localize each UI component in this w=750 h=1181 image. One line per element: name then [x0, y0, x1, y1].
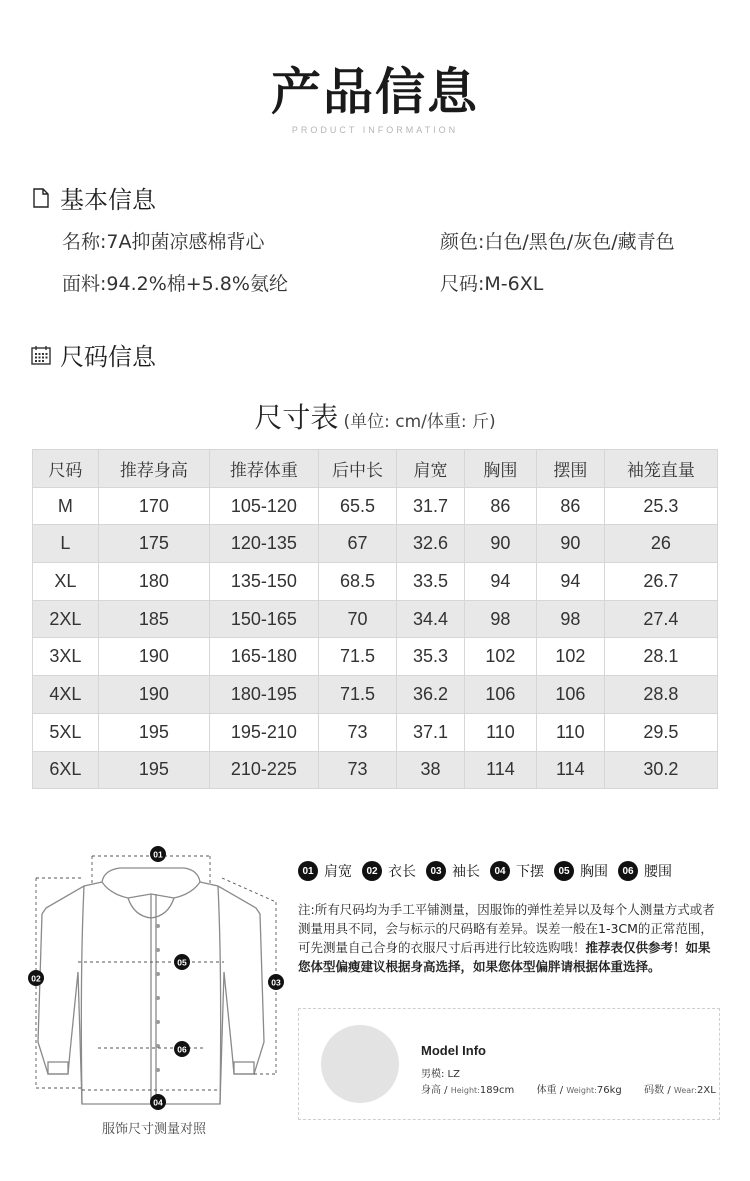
table-row	[33, 487, 718, 525]
table-cell: 71.5	[318, 676, 396, 714]
note-bold-text: 推荐表仅供参考！如果您体型偏瘦建议根据身高选择，如果您体型偏胖请根据体重选择。	[298, 940, 711, 974]
table-cell: 110	[536, 713, 604, 751]
table-row	[33, 563, 718, 601]
table-row	[33, 525, 718, 563]
legend-label: 衣长	[388, 864, 416, 880]
table-cell: 6XL	[33, 751, 99, 789]
table-cell: 102	[464, 638, 536, 676]
svg-text:04: 04	[153, 1097, 163, 1108]
size-table	[32, 449, 718, 789]
legend-number: 02	[362, 861, 382, 881]
table-row	[33, 713, 718, 751]
table-header-cell: 胸围	[464, 450, 536, 488]
product-sizes: 尺码:M-6XL	[440, 273, 544, 295]
table-cell: 135-150	[209, 563, 318, 601]
table-cell: 94	[464, 563, 536, 601]
product-colors: 颜色:白色/黑色/灰色/藏青色	[440, 231, 675, 253]
table-cell: 190	[98, 676, 209, 714]
legend-number: 04	[490, 861, 510, 881]
measurement-note	[298, 900, 722, 976]
table-header-cell: 袖笼直量	[604, 450, 717, 488]
marker-05	[174, 954, 190, 970]
svg-text:01: 01	[153, 849, 163, 860]
legend-item	[554, 861, 608, 881]
model-info-card	[298, 1008, 720, 1120]
svg-text:05: 05	[177, 957, 187, 968]
table-cell: 28.1	[604, 638, 717, 676]
model-stats	[421, 1081, 716, 1096]
table-cell: 33.5	[397, 563, 465, 601]
table-cell: 105-120	[209, 487, 318, 525]
table-header-cell: 推荐体重	[209, 450, 318, 488]
basic-info-heading	[30, 180, 156, 215]
table-cell: 86	[536, 487, 604, 525]
marker-06	[174, 1041, 190, 1057]
legend-label: 袖长	[452, 864, 480, 880]
calendar-icon	[30, 344, 52, 366]
table-cell: M	[33, 487, 99, 525]
model-height-label: 身高 /	[421, 1085, 451, 1096]
table-cell: L	[33, 525, 99, 563]
marker-03	[268, 974, 284, 990]
product-fabric: 面料:94.2%棉+5.8%氨纶	[62, 273, 288, 295]
table-cell: 31.7	[397, 487, 465, 525]
size-table-title: 尺寸表	[254, 401, 339, 434]
svg-text:02: 02	[31, 973, 41, 984]
table-cell: XL	[33, 563, 99, 601]
legend-label: 肩宽	[324, 864, 352, 880]
table-row	[33, 600, 718, 638]
legend-item	[362, 861, 416, 881]
model-wear-en: Wear:	[673, 1086, 697, 1095]
table-cell: 165-180	[209, 638, 318, 676]
table-cell: 65.5	[318, 487, 396, 525]
model-weight-label: 体重 /	[536, 1085, 567, 1096]
table-cell: 170	[98, 487, 209, 525]
table-cell: 38	[397, 751, 465, 789]
measure-legend	[298, 861, 682, 881]
table-row	[33, 638, 718, 676]
garment-measurement-diagram	[24, 842, 294, 1112]
table-cell: 90	[464, 525, 536, 563]
table-cell: 175	[98, 525, 209, 563]
table-cell: 26.7	[604, 563, 717, 601]
page-title: 产品信息	[271, 63, 479, 121]
table-cell: 106	[464, 676, 536, 714]
table-cell: 195	[98, 751, 209, 789]
svg-text:03: 03	[271, 977, 281, 988]
table-header-cell: 肩宽	[397, 450, 465, 488]
model-info-title: Model Info	[421, 1043, 486, 1058]
size-info-heading	[30, 337, 156, 372]
svg-text:06: 06	[177, 1044, 187, 1055]
legend-number: 06	[618, 861, 638, 881]
model-height-value: 189cm	[479, 1085, 515, 1096]
table-header-cell: 后中长	[318, 450, 396, 488]
table-header-cell: 摆围	[536, 450, 604, 488]
table-cell: 25.3	[604, 487, 717, 525]
table-cell: 94	[536, 563, 604, 601]
size-table-heading	[0, 396, 750, 436]
marker-01	[150, 846, 166, 862]
table-cell: 4XL	[33, 676, 99, 714]
diagram-caption: 服饰尺寸测量对照	[101, 1122, 206, 1137]
table-cell: 27.4	[604, 600, 717, 638]
table-cell: 73	[318, 751, 396, 789]
table-cell: 5XL	[33, 713, 99, 751]
table-cell: 98	[464, 600, 536, 638]
table-cell: 68.5	[318, 563, 396, 601]
avatar	[321, 1025, 399, 1103]
table-cell: 150-165	[209, 600, 318, 638]
table-cell: 102	[536, 638, 604, 676]
table-header-cell: 尺码	[33, 450, 99, 488]
legend-label: 腰围	[644, 864, 672, 880]
legend-number: 01	[298, 861, 318, 881]
table-cell: 190	[98, 638, 209, 676]
marker-02	[28, 970, 44, 986]
table-row	[33, 751, 718, 789]
size-info-title: 尺码信息	[60, 343, 156, 371]
table-cell: 90	[536, 525, 604, 563]
table-row	[33, 676, 718, 714]
basic-info-title: 基本信息	[60, 186, 156, 214]
table-cell: 180	[98, 563, 209, 601]
table-cell: 26	[604, 525, 717, 563]
legend-item	[426, 861, 480, 881]
table-cell: 185	[98, 600, 209, 638]
product-name: 名称:7A抑菌凉感棉背心	[62, 231, 265, 253]
size-table-unit: (单位: cm/体重: 斤)	[343, 412, 496, 432]
table-cell: 73	[318, 713, 396, 751]
table-cell: 36.2	[397, 676, 465, 714]
table-cell: 37.1	[397, 713, 465, 751]
model-weight-value: 76kg	[596, 1085, 622, 1096]
table-cell: 98	[536, 600, 604, 638]
table-cell: 114	[464, 751, 536, 789]
model-height-en: Height:	[450, 1086, 480, 1095]
table-cell: 71.5	[318, 638, 396, 676]
marker-04	[150, 1094, 166, 1110]
model-name: 男模: LZ	[421, 1069, 460, 1080]
table-cell: 86	[464, 487, 536, 525]
table-cell: 35.3	[397, 638, 465, 676]
model-weight-en: Weight:	[566, 1086, 597, 1095]
model-wear-value: 2XL	[696, 1085, 716, 1096]
document-icon	[30, 187, 52, 209]
table-cell: 28.8	[604, 676, 717, 714]
table-cell: 114	[536, 751, 604, 789]
table-cell: 2XL	[33, 600, 99, 638]
table-cell: 29.5	[604, 713, 717, 751]
legend-label: 下摆	[516, 864, 544, 880]
page-subtitle: PRODUCT INFORMATION	[291, 125, 459, 135]
table-cell: 210-225	[209, 751, 318, 789]
table-cell: 195-210	[209, 713, 318, 751]
table-cell: 30.2	[604, 751, 717, 789]
table-cell: 32.6	[397, 525, 465, 563]
table-cell: 106	[536, 676, 604, 714]
table-cell: 3XL	[33, 638, 99, 676]
shirt-collar	[102, 868, 200, 898]
legend-item	[618, 861, 672, 881]
table-header-cell: 推荐身高	[98, 450, 209, 488]
note-text: 注:所有尺码均为手工平铺测量，因服饰的弹性差异以及每个人测量方式或者测量用具不同，会与标示的尺码略有差异。误差一般在1-3CM的正常范围，可先测量自己合身的衣服尺寸后再进行比较选购哦！	[298, 902, 715, 955]
legend-number: 03	[426, 861, 446, 881]
legend-item	[490, 861, 544, 881]
table-cell: 34.4	[397, 600, 465, 638]
table-header-row	[33, 450, 718, 488]
table-cell: 180-195	[209, 676, 318, 714]
table-cell: 70	[318, 600, 396, 638]
legend-number: 05	[554, 861, 574, 881]
table-cell: 110	[464, 713, 536, 751]
table-cell: 195	[98, 713, 209, 751]
table-cell: 120-135	[209, 525, 318, 563]
model-wear-label: 码数 /	[644, 1085, 674, 1096]
table-cell: 67	[318, 525, 396, 563]
legend-label: 胸围	[580, 864, 608, 880]
legend-item	[298, 861, 352, 881]
